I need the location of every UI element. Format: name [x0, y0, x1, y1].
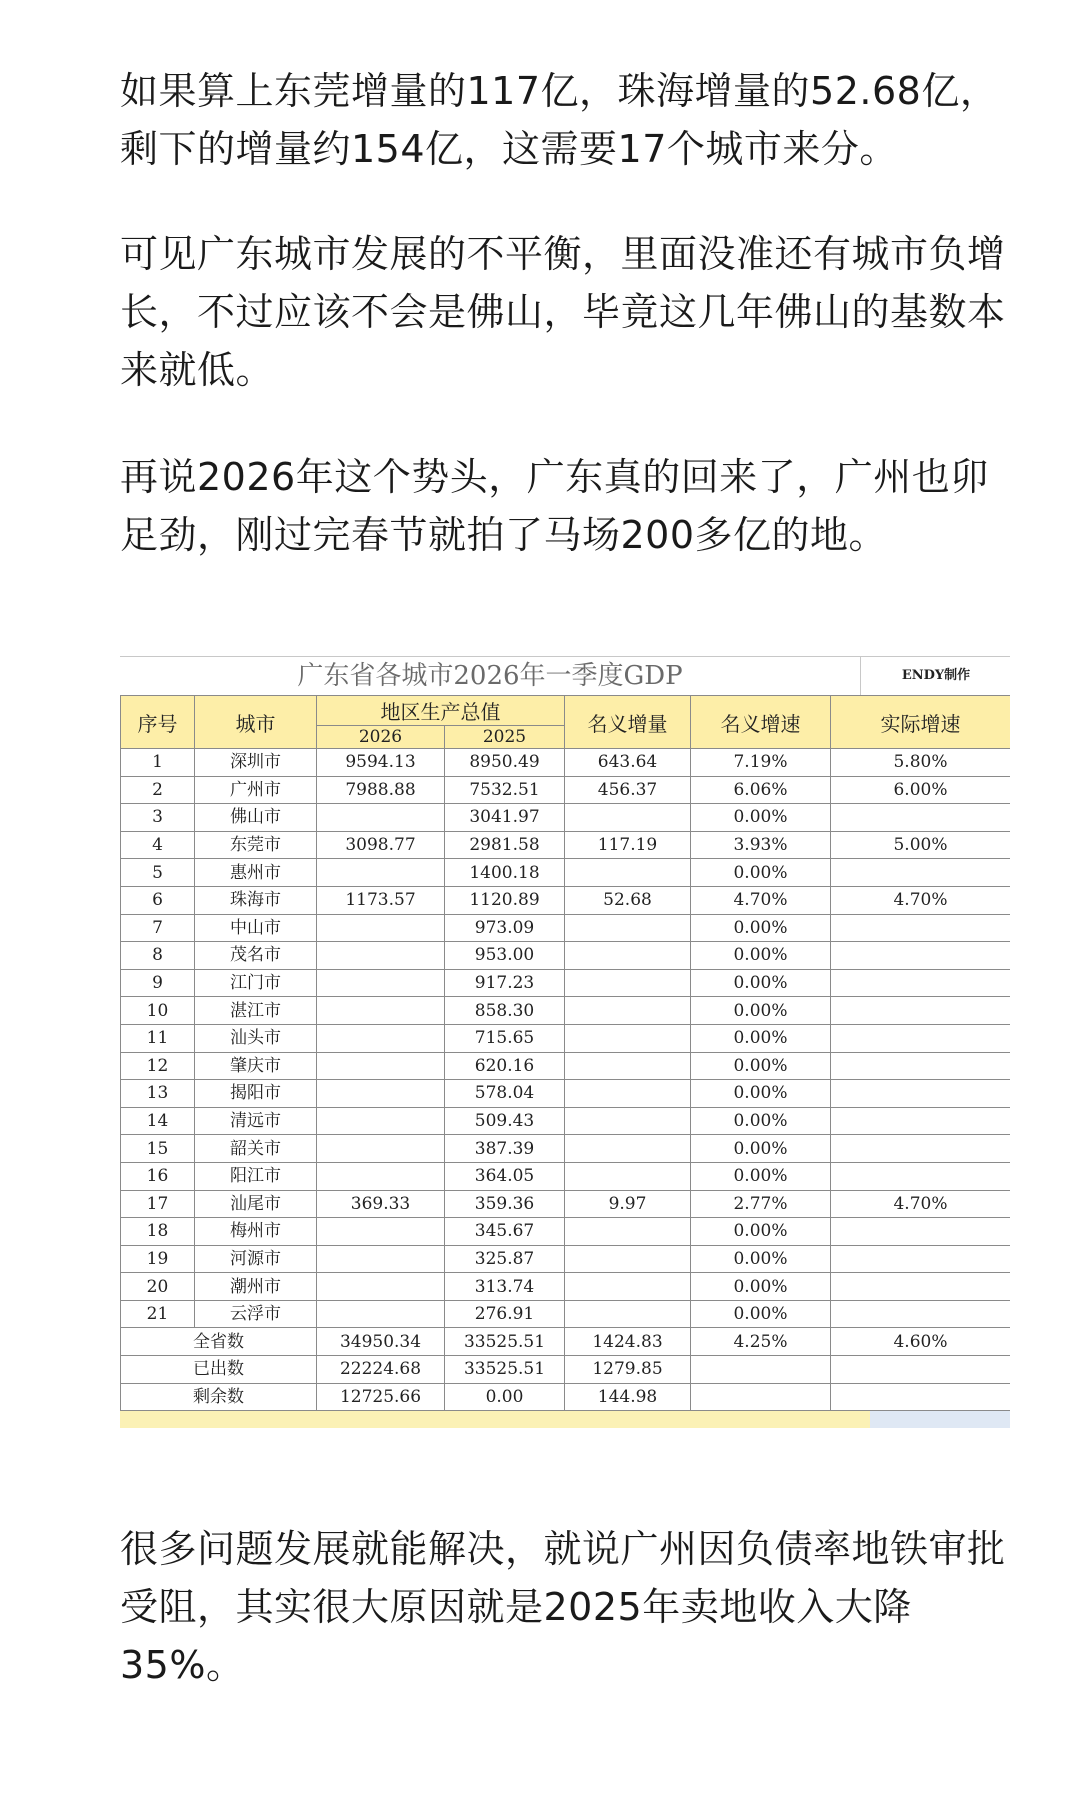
cell-v2026 — [317, 1107, 445, 1135]
cell-inc: 643.64 — [565, 749, 691, 777]
header-gdp-group: 地区生产总值 — [317, 696, 565, 726]
summary-row — [121, 1383, 1011, 1411]
cell-seq: 1 — [121, 749, 195, 777]
cell-city: 肇庆市 — [195, 1052, 317, 1080]
cell-v2025: 387.39 — [445, 1135, 565, 1163]
table-row — [121, 859, 1011, 887]
cell-city: 阳江市 — [195, 1162, 317, 1190]
cell-v2026: 9594.13 — [317, 749, 445, 777]
cell-city: 茂名市 — [195, 942, 317, 970]
header-2025: 2025 — [445, 726, 565, 749]
header-seq: 序号 — [121, 696, 195, 749]
cell-v2026 — [317, 1273, 445, 1301]
cell-inc — [565, 942, 691, 970]
summary-row — [121, 1328, 1011, 1356]
cell-v2025: 858.30 — [445, 997, 565, 1025]
cell-rrate — [831, 1245, 1011, 1273]
cell-city: 佛山市 — [195, 804, 317, 832]
summary-label: 剩余数 — [121, 1383, 317, 1411]
summary-cell-v2026: 34950.34 — [317, 1328, 445, 1356]
cell-v2026: 1173.57 — [317, 886, 445, 914]
cell-seq: 2 — [121, 776, 195, 804]
cell-city: 珠海市 — [195, 886, 317, 914]
cell-inc: 117.19 — [565, 831, 691, 859]
cell-city: 潮州市 — [195, 1273, 317, 1301]
cell-inc — [565, 1218, 691, 1246]
cell-v2025: 325.87 — [445, 1245, 565, 1273]
summary-cell-nrate — [691, 1356, 831, 1384]
paragraph-1: 如果算上东莞增量的117亿，珠海增量的52.68亿，剩下的增量约154亿，这需要17个城市来分。 — [120, 69, 999, 171]
cell-city: 惠州市 — [195, 859, 317, 887]
cell-v2025: 1400.18 — [445, 859, 565, 887]
cell-rrate — [831, 1300, 1011, 1328]
cell-nrate: 0.00% — [691, 1300, 831, 1328]
cell-inc — [565, 1080, 691, 1108]
gdp-spreadsheet-image — [120, 656, 1010, 1428]
cell-seq: 13 — [121, 1080, 195, 1108]
cell-v2025: 364.05 — [445, 1162, 565, 1190]
cell-seq: 18 — [121, 1218, 195, 1246]
table-row — [121, 997, 1011, 1025]
paragraph-2: 可见广东城市发展的不平衡，里面没准还有城市负增长，不过应该不会是佛山，毕竟这几年佛山的基数本来就低。 — [120, 232, 1006, 392]
cell-inc — [565, 914, 691, 942]
cell-rrate — [831, 859, 1011, 887]
table-row — [121, 942, 1011, 970]
cell-v2026 — [317, 1080, 445, 1108]
paragraph-3: 再说2026年这个势头，广东真的回来了，广州也卯足劲，刚过完春节就拍了马场200多亿的地。 — [120, 455, 989, 557]
sheet-credit: ENDY制作 — [860, 657, 1010, 695]
cell-v2025: 7532.51 — [445, 776, 565, 804]
cell-v2025: 3041.97 — [445, 804, 565, 832]
summary-cell-v2025: 33525.51 — [445, 1356, 565, 1384]
cell-nrate: 0.00% — [691, 1162, 831, 1190]
cell-nrate: 0.00% — [691, 1218, 831, 1246]
cell-seq: 19 — [121, 1245, 195, 1273]
cell-nrate: 0.00% — [691, 1273, 831, 1301]
cell-inc — [565, 1162, 691, 1190]
cell-v2026 — [317, 969, 445, 997]
sheet-title-row — [120, 656, 1010, 696]
cell-inc: 52.68 — [565, 886, 691, 914]
cell-v2026: 3098.77 — [317, 831, 445, 859]
cell-nrate: 0.00% — [691, 997, 831, 1025]
cell-rrate: 6.00% — [831, 776, 1011, 804]
cell-v2026 — [317, 942, 445, 970]
table-row — [121, 749, 1011, 777]
cell-v2026 — [317, 804, 445, 832]
table-row — [121, 1107, 1011, 1135]
cell-seq: 20 — [121, 1273, 195, 1301]
summary-cell-rrate: 4.60% — [831, 1328, 1011, 1356]
cell-v2026 — [317, 997, 445, 1025]
cell-rrate: 4.70% — [831, 1190, 1011, 1218]
cell-nrate: 7.19% — [691, 749, 831, 777]
cell-inc — [565, 1245, 691, 1273]
table-row — [121, 1080, 1011, 1108]
cell-city: 汕尾市 — [195, 1190, 317, 1218]
cell-v2025: 276.91 — [445, 1300, 565, 1328]
cell-city: 清远市 — [195, 1107, 317, 1135]
cell-inc — [565, 969, 691, 997]
summary-cell-v2025: 0.00 — [445, 1383, 565, 1411]
cell-v2025: 973.09 — [445, 914, 565, 942]
cell-seq: 17 — [121, 1190, 195, 1218]
sheet-title: 广东省各城市2026年一季度GDP — [297, 661, 683, 691]
cell-city: 湛江市 — [195, 997, 317, 1025]
cell-seq: 3 — [121, 804, 195, 832]
cell-city: 江门市 — [195, 969, 317, 997]
header-nominal-increment: 名义增量 — [565, 696, 691, 749]
cell-nrate: 3.93% — [691, 831, 831, 859]
cell-city: 河源市 — [195, 1245, 317, 1273]
cell-nrate: 0.00% — [691, 1024, 831, 1052]
cell-seq: 6 — [121, 886, 195, 914]
cell-rrate — [831, 1024, 1011, 1052]
header-2026: 2026 — [317, 726, 445, 749]
summary-cell-nrate — [691, 1383, 831, 1411]
cell-city: 汕头市 — [195, 1024, 317, 1052]
cell-v2026 — [317, 859, 445, 887]
cell-seq: 5 — [121, 859, 195, 887]
cell-rrate — [831, 969, 1011, 997]
cell-v2026: 369.33 — [317, 1190, 445, 1218]
cell-inc: 456.37 — [565, 776, 691, 804]
header-nominal-rate: 名义增速 — [691, 696, 831, 749]
table-row — [121, 914, 1011, 942]
cell-v2026 — [317, 1300, 445, 1328]
cell-seq: 4 — [121, 831, 195, 859]
cell-inc — [565, 804, 691, 832]
cell-city: 广州市 — [195, 776, 317, 804]
gdp-table — [120, 695, 1010, 1411]
table-row — [121, 969, 1011, 997]
table-row — [121, 1300, 1011, 1328]
cell-v2026 — [317, 1245, 445, 1273]
cell-inc — [565, 997, 691, 1025]
cell-rrate — [831, 804, 1011, 832]
cell-seq: 21 — [121, 1300, 195, 1328]
cell-v2025: 359.36 — [445, 1190, 565, 1218]
cell-seq: 15 — [121, 1135, 195, 1163]
sheet-bottom-strip — [120, 1411, 1010, 1428]
summary-cell-inc: 1424.83 — [565, 1328, 691, 1356]
cell-city: 韶关市 — [195, 1135, 317, 1163]
cell-seq: 8 — [121, 942, 195, 970]
summary-cell-inc: 144.98 — [565, 1383, 691, 1411]
summary-cell-rrate — [831, 1383, 1011, 1411]
cell-v2025: 1120.89 — [445, 886, 565, 914]
cell-city: 东莞市 — [195, 831, 317, 859]
summary-cell-v2026: 22224.68 — [317, 1356, 445, 1384]
table-row — [121, 886, 1011, 914]
strip-yellow — [120, 1411, 870, 1428]
summary-cell-nrate: 4.25% — [691, 1328, 831, 1356]
cell-v2025: 345.67 — [445, 1218, 565, 1246]
cell-rrate — [831, 914, 1011, 942]
cell-inc — [565, 1135, 691, 1163]
cell-seq: 7 — [121, 914, 195, 942]
cell-rrate — [831, 1052, 1011, 1080]
cell-rrate — [831, 1218, 1011, 1246]
cell-v2025: 715.65 — [445, 1024, 565, 1052]
table-row — [121, 1273, 1011, 1301]
cell-rrate: 4.70% — [831, 886, 1011, 914]
table-body — [121, 749, 1011, 1411]
cell-v2025: 953.00 — [445, 942, 565, 970]
cell-inc — [565, 1300, 691, 1328]
cell-city: 揭阳市 — [195, 1080, 317, 1108]
cell-v2026 — [317, 1135, 445, 1163]
cell-inc — [565, 859, 691, 887]
cell-inc — [565, 1107, 691, 1135]
table-row — [121, 776, 1011, 804]
cell-city: 中山市 — [195, 914, 317, 942]
cell-v2025: 620.16 — [445, 1052, 565, 1080]
cell-nrate: 0.00% — [691, 942, 831, 970]
cell-seq: 12 — [121, 1052, 195, 1080]
summary-cell-rrate — [831, 1356, 1011, 1384]
cell-v2026: 7988.88 — [317, 776, 445, 804]
cell-rrate — [831, 1107, 1011, 1135]
cell-rrate: 5.80% — [831, 749, 1011, 777]
cell-v2026 — [317, 1218, 445, 1246]
summary-cell-v2025: 33525.51 — [445, 1328, 565, 1356]
cell-seq: 16 — [121, 1162, 195, 1190]
cell-v2025: 917.23 — [445, 969, 565, 997]
paragraph-4: 很多问题发展就能解决，就说广州因负债率地铁审批受阻，其实很大原因就是2025年卖地收入大降35%。 — [120, 1527, 1006, 1687]
table-row — [121, 1245, 1011, 1273]
cell-v2025: 313.74 — [445, 1273, 565, 1301]
table-row — [121, 1052, 1011, 1080]
cell-rrate — [831, 1162, 1011, 1190]
cell-seq: 14 — [121, 1107, 195, 1135]
cell-v2026 — [317, 1052, 445, 1080]
cell-rrate — [831, 942, 1011, 970]
summary-label: 全省数 — [121, 1328, 317, 1356]
cell-inc — [565, 1273, 691, 1301]
cell-inc: 9.97 — [565, 1190, 691, 1218]
cell-city: 梅州市 — [195, 1218, 317, 1246]
cell-rrate — [831, 1135, 1011, 1163]
strip-blue — [870, 1411, 1010, 1428]
cell-nrate: 0.00% — [691, 969, 831, 997]
cell-v2025: 509.43 — [445, 1107, 565, 1135]
cell-rrate: 5.00% — [831, 831, 1011, 859]
header-real-rate: 实际增速 — [831, 696, 1011, 749]
table-row — [121, 1135, 1011, 1163]
cell-city: 云浮市 — [195, 1300, 317, 1328]
cell-seq: 11 — [121, 1024, 195, 1052]
cell-nrate: 0.00% — [691, 804, 831, 832]
summary-row — [121, 1356, 1011, 1384]
table-row — [121, 1190, 1011, 1218]
cell-v2026 — [317, 1162, 445, 1190]
cell-nrate: 6.06% — [691, 776, 831, 804]
cell-inc — [565, 1052, 691, 1080]
cell-nrate: 0.00% — [691, 859, 831, 887]
cell-rrate — [831, 997, 1011, 1025]
cell-nrate: 0.00% — [691, 1135, 831, 1163]
summary-cell-inc: 1279.85 — [565, 1356, 691, 1384]
cell-nrate: 0.00% — [691, 1107, 831, 1135]
cell-nrate: 0.00% — [691, 914, 831, 942]
cell-rrate — [831, 1080, 1011, 1108]
cell-inc — [565, 1024, 691, 1052]
cell-v2026 — [317, 914, 445, 942]
cell-nrate: 0.00% — [691, 1080, 831, 1108]
table-row — [121, 1218, 1011, 1246]
cell-nrate: 4.70% — [691, 886, 831, 914]
summary-label: 已出数 — [121, 1356, 317, 1384]
cell-nrate: 0.00% — [691, 1245, 831, 1273]
table-row — [121, 804, 1011, 832]
cell-v2025: 2981.58 — [445, 831, 565, 859]
table-row — [121, 831, 1011, 859]
cell-seq: 9 — [121, 969, 195, 997]
summary-cell-v2026: 12725.66 — [317, 1383, 445, 1411]
cell-v2025: 578.04 — [445, 1080, 565, 1108]
cell-v2026 — [317, 1024, 445, 1052]
cell-city: 深圳市 — [195, 749, 317, 777]
cell-nrate: 2.77% — [691, 1190, 831, 1218]
header-city: 城市 — [195, 696, 317, 749]
cell-rrate — [831, 1273, 1011, 1301]
cell-v2025: 8950.49 — [445, 749, 565, 777]
table-row — [121, 1162, 1011, 1190]
table-row — [121, 1024, 1011, 1052]
cell-nrate: 0.00% — [691, 1052, 831, 1080]
cell-seq: 10 — [121, 997, 195, 1025]
